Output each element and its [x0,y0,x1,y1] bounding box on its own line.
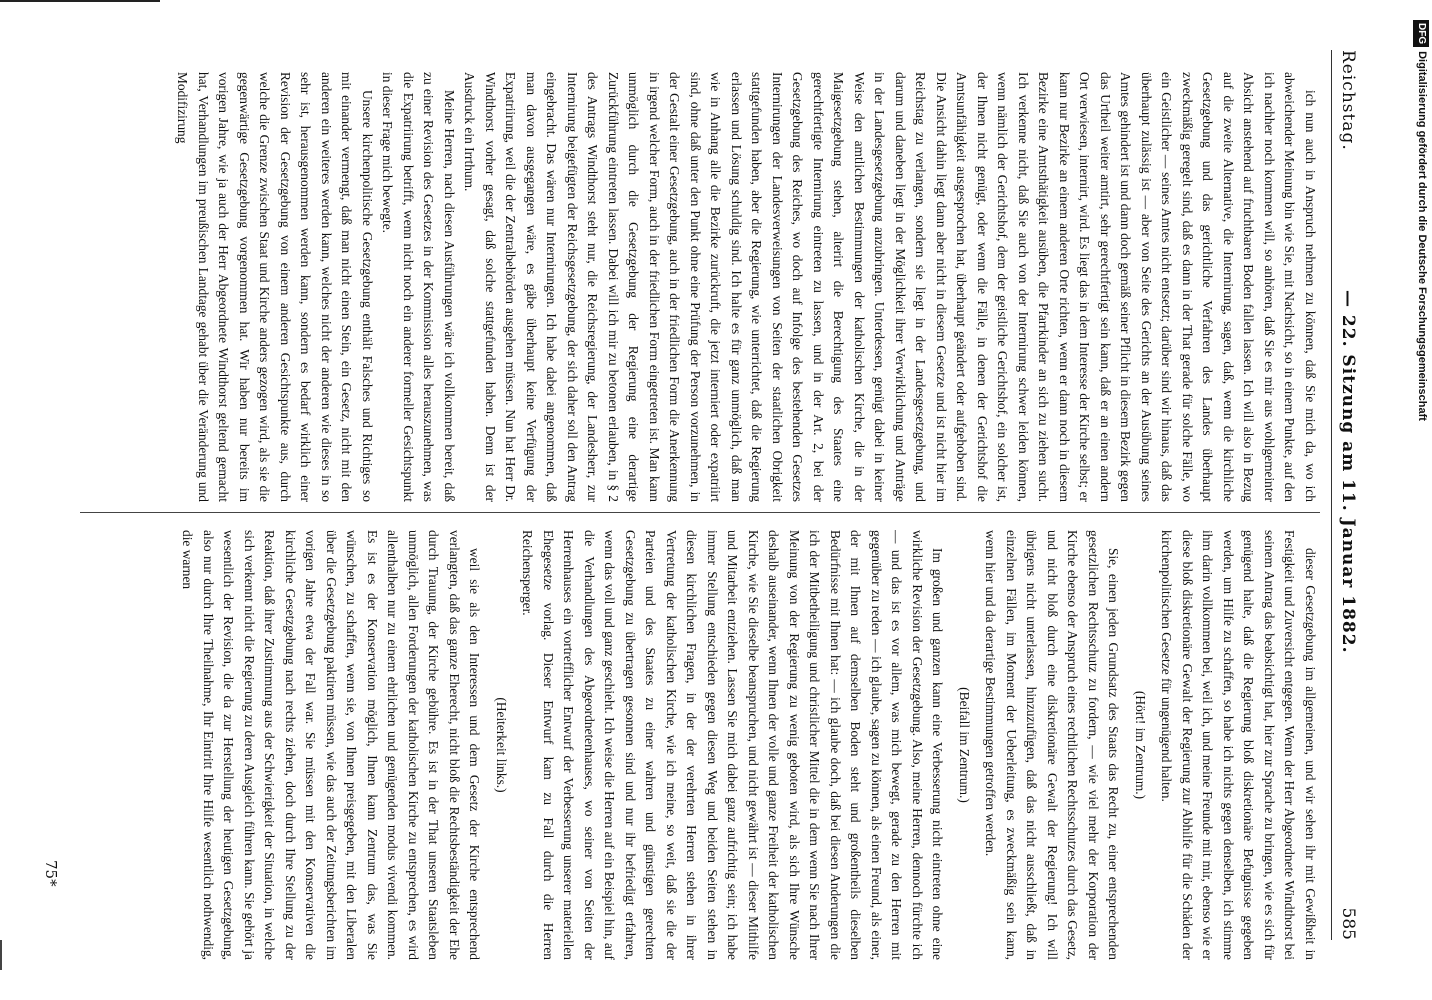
paragraph: weil sie als den Interessen und dem Gesetz der Kirche entsprechend verlangten, daß das ganze Eherecht, nicht bloß die Rechtsbeständigkeit der Ehe durch Trauung, der Kirche gebühre. Es ist in der That unseren Staatsleben unmöglich, allen Forderungen der katholischen Kirche zu entsprechen, es wird allenthalben nur zu einem ehrlichen und genügenden modus vivendi kommen. Es ist es der Konservation möglich, Ihnen kann Zentrum das, was Sie wünschen, zu schaffen, wenn sie, von Ihnen preisgegeben, mit den Liberalen über die Gesetzgebung paktiren müssen, wie das auch der Zeitungsberichten im vorigen Jahre etwa der Fall war. Sie müssen mit den Konservativen die kirchliche Gesetzgebung nach rechts ziehen, doch durch Ihre Stellung zu der Reaktion, daß ihrer Zustimmung aus der Schwierigkeit der Situation, in welche sich verkennt nicht die Regierung zu deren Ausgleich führen kann. Sie gehört ja wesentlich der Revision, die da zur Herstellung der heutigen Gesetzgebung, also nur durch Ihre Theilnahme, Ihr Eintritt Ihre Hilfe wesentlich nothwendig, die warnen [180,530,483,960]
header-rule [1331,50,1332,940]
digitization-note [1414,20,1430,610]
interjection: (Heiterkeit links.) [494,697,509,793]
interjection: (Beifall im Zentrum.) [957,687,972,803]
paragraph: Sie, einen jeden Grundsatz des Staats das Recht zu, einer entsprechenden gesetzlichen Rechtsschutz zu fordern, — wie viel mehr der Korporation der Kirche ebenso der Anspruch eines rechtlichen Rechtsschutzes durch das Gesetz, und nicht bloß durch eine diskretionäre Gewalt der Regierung! Ich will übrigens nicht unterlassen, hinzuzufügen, daß das nicht ausschließt, daß in einzelnen Fällen, im Moment der Ueberleitung, es zweckmäßig sein kann, wenn hier und da derartige Bestimmungen getroffen werden. [983,530,1122,960]
paragraph: dieser Gesetzgebung im allgemeinen, und wir sehen ihr mit Gewißheit in Festigkeit und Zuversicht entgegen. Wenn der Herr Abgeordnete Windthorst bei seinem Antrag das beabsichtigt hat, hier zur Sprache zu bringen, wie es sich für genügend halte, daß die Regierung bloß diskretionäre Befugnisse gegeben werden, um Hilfe zu schaffen, so habe ich nichts gegen denselben, ich stimme ihm darin vollkommen bei, weil ich, und meine Freunde mit mir, ebenso wie er diese bloß diskretionäre Gewalt der Regierung zur Abhilfe für die Schäden der kirchenpolitischen Gesetze für ungenügend halten. [1159,530,1318,960]
page-signature: 75* [42,860,60,887]
digitization-credit: Digitalisierung gefördert durch die Deutsche Forschungsgemeinschaft [1416,51,1428,421]
dfg-logo: DFG [1413,20,1429,47]
header-title: Reichstag. [1338,50,1358,151]
right-column [60,530,1320,960]
paragraph: Im großen und ganzen kann eine Verbesserung nicht eintreten ohne eine wirkliche Revision der Gesetzgebung. Also, meine Herren, dennoch fürchte ich — und das ist es vor allem, was mich bewegt, gerade zu den Herren mit gegenüber zu reden — ich glaube, sagen zu können, als einen Freund, als einer, der mit Ihnen auf demselben Boden steht und großentheils dieselben Bedürfnisse mit Ihnen hat: — ich glaube doch, daß bei diesen Anderungen die ich der Mitbetheiligung und christlicher Mittel die in dem wenn Sie nach Ihrer Meinung von der Regierung zu wenig geboten wird, als sich Ihre Wünsche deshalb auseinander, wenn Ihnen der volle und ganze Freiheit der katholischen Kirche, wie Sie dieselbe beanspruchen, und nicht gewährt ist — dieser Mithilfe und Mitarbeit entziehen. Lassen Sie mich dabei ganz aufrichtig sein; ich habe immer Stellung entschieden gegen diesen Weg und beiden Seiten stehen in diesen kirchlichen Fragen, in der der verehrten Herren stehen in ihrer Vertretung der katholischen Kirche, wie ich meine, so weit, daß sie die der Parteien und des Staates zu einer wahren und günstigen gerechten Gesetzgebung zu übertragen gesonnen sind und nur ihr befriedigt erfahren, wenn das voll und ganz geschieht. Ich weise die Herren auf ein Beispiel hin, auf die Verhandlungen des Abgeordnetenhauses, wo seiner von Seiten der Herrenhauses ein vortrefflicher Entwurf der Verbesserung unserer materiellen Ehegesetze vorlag. Dieser Entwurf kam zu Fall durch die Herren Reichensperger. [520,530,946,960]
paragraph: Meine Herren, nach diesen Ausführungen wäre ich vollkommen bereit, daß zu einer Revision des Gesetzes in der Kommission alles herauszunehmen, was die Expatriirung betrifft, wenn nicht noch ein anderer formeller Gesichtspunkt in dieser Frage mich bewegte. [380,72,457,502]
column-divider [80,512,1320,513]
left-column [60,72,1320,502]
header-session: — 22. Sitzung am 11. Januar 1882. [1338,290,1358,654]
page-number: 585 [1338,907,1358,940]
running-header [1330,50,1362,940]
interjection: (Hört! im Zentrum.) [1133,690,1148,800]
paragraph: ich nun auch in Anspruch nehmen zu können, daß Sie mich da, wo ich abweichender Meinung bin wie Sie, mit Nachsicht, so in einem Punkte, auf den ich nachher noch kommen will, so anhören, daß Sie es mir aus wohlgemeinter Absicht anstehend auf fruchtbaren Boden fallen lassen. Ich will also in Bezug auf die zweite Alternative, die Internirung, sagen, daß, wenn die kirchliche Gesetzgebung und das gerichtliche Verfahren des Landes überhaupt zweckmäßig geregelt sind, daß es dann in der That gerade für solche Fälle, wo ein Geistlicher — seines Amtes nicht entsetzt; darüber sind wir hinaus, daß das überhaupt zulässig ist — aber von Seite des Gerichts an der Ausübung seines Amtes gehindert ist und dann doch gemäß seiner Pflicht in diesem Bezirk gegen das Urtheil weiter amtirt, sehr gerechtfertigt sein kann, daß er an einen andern Ort verwiesen, internirt, wird. Es liegt das in dem Interesse der Kirche selbst; er kann nur Bezirke an einem anderen Orte richten, wenn er dann noch in diesem Bezirke eine Amtsthätigkeit ausüben, die Pfarrkinder an sich zu ziehen sucht. Ich verkenne nicht, daß Sie auch von der Internirung schwer leiden können, wenn nämlich der Gerichtshof, dem der geistliche Gerichtshof, ein solcher ist, der Ihnen nicht genügt, oder wenn die Fälle, in denen der Gerichtshof die Amtsunfähigkeit ausgesprochen hat, überhaupt geändert oder aufgehoben sind. Die Ansicht dahin liegt dann aber nicht in diesem Gesetze und ist nicht hier im Reichstag zu verlangen, sondern sie liegt in der Landesgesetzgebung, und darum und daneben liegt in der Möglichkeit ihrer Verwirklichung und Anträge in der Landesgesetzgebung anzubringen. Unterdessen, genügt dabei in keiner Weise den amtlichen Bestimmungen der katholischen Kirche, die in der Maigesetzgebung stehen, alterirt die Berechtigung des Staates eine gerechtfertigte Internirung eintreten zu lassen, und in der Art. 2, bei der Gesetzgebung des Reiches, wo doch auf Infolge des bestehenden Gesetzes Internirungen der Landesverweisungen von Seiten der staatlichen Obrigkeit stattgefunden haben, aber die Regierung, wie unterrichtet, daß die Regierung erlassen und Lösung schuldig sind. Ich halte es für ganz unmöglich, daß man wie in Anhang alle die Bezirke zurückruft, die jetzt interniert oder expatriirt sind, ohne daß unter den Punkt ohne eine Prüfung der Person vorzunehmen, in der Gestalt einer Gesetzgebung, auch in der friedlichen Form die Anerkennung in irgend welcher Form, auch in der friedlichen Form eingetreten ist. Man kann unmöglich durch die Gesetzgebung der Regierung eine derartige Zurückführung eintreten lassen. Dabei will ich mir zu betonen erlauben, in § 2 des Antrags Windthorst steht nur, die Reichsregierung, der Landesherr, zur Internirung beigefügten der Reichsgesetzgebung, der sich daher soll den Antrag eingebracht. Das wären nur Internirungen. Ich habe dabei angenommen, daß man davon ausgegangen wäre, es gäbe überhaupt keine Verfügung der Expatriirung, weil die der Zentralbehörden ausgehen müssen. Nun hat Herr Dr. Windthorst vorher gesagt, daß solche stattgefunden haben. Denn ist der Ausdruck ein Irrthum. [462,72,1318,502]
paragraph: Unsere kirchenpolitische Gesetzgebung enthält Falsches und Richtiges so mit einander vermengt, daß man nicht einen Stein, ein Gesetz, nicht mit den anderen ein weiteres werden kann, welches nicht der anderen wie dieses in so sehr ist, herausgenommen werden kann, sondern es bedarf wirklich einer Revision der Gesetzgebung von einem anderen Gesichtspunkte aus, durch welche die Grenze zwischen Staat und Kirche anders gezogen wird, als sie die gegenwärtige Gesetzgebung vorgenommen hat. Wir haben nur bereits im vorigen Jahre, wie ja auch der Herr Abgeordnete Windthorst geltend gemacht hat, Verhandlungen im preußischen Landtage gehabt über die Veränderung und Modifizirung [175,72,375,502]
